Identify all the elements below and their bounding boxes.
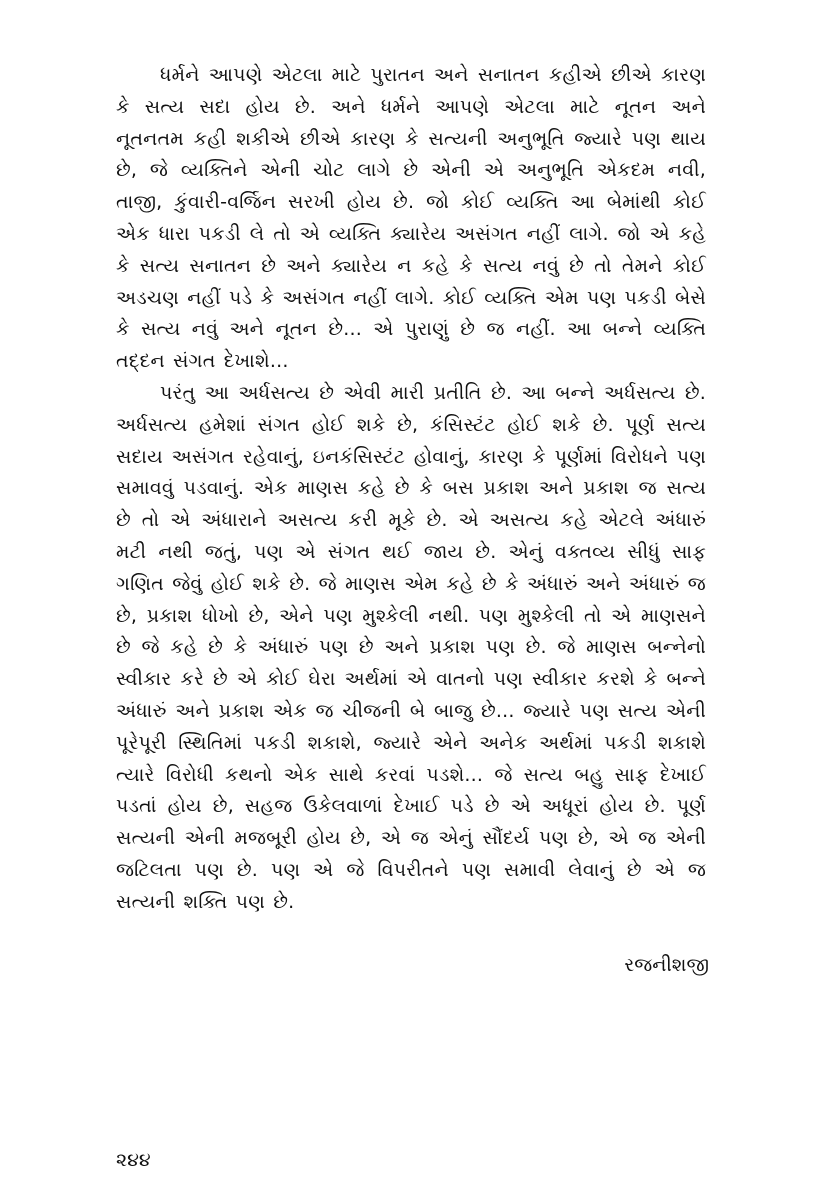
author-signature: રજનીશજી <box>624 954 709 976</box>
paragraph-2: પરંતુ આ અર્ધસત્ય છે એવી મારી પ્રતીતિ છે. આ બન્ને અર્ધસત્ય છે. અર્ધસત્ય હમેશાં સંગત હોઈ શકે છે, કંસિસ્ટંટ હોઈ શકે છે. પૂર્ણ સત્ય સદાય અસંગત રહેવાનું, ઇનકંસિસ્ટંટ હોવાનું, કારણ કે પૂર્ણમાં વિરોધને પણ સમાવવું પડવાનું. એક માણસ કહે છે કે બસ પ્રકાશ અને પ્રકાશ જ સત્ય છે તો એ અંધારાને અસત્ય કરી મૂકે છે. એ અસત્ય કહે એટલે અંધારું મટી નથી જતું, પણ એ સંગત થઈ જાય છે. એનું વક્તવ્ય સીધું સાફ ગણિત જેવું હોઈ શકે છે. જે માણસ એમ કહે છે કે અંધારું અને અંધારું જ છે, પ્રકાશ ધોખો છે, એને પણ મુશ્કેલી નથી. પણ મુશ્કેલી તો એ માણસને છે જે કહે છે કે અંધારું પણ છે અને પ્રકાશ પણ છે. જે માણસ બન્નેનો સ્વીકાર કરે છે એ કોઈ ઘેરા અર્થમાં એ વાતનો પણ સ્વીકાર કરશે કે બન્ને અંધારું અને પ્રકાશ એક જ ચીજની બે બાજુ છે... જ્યારે પણ સત્ય એની પૂરેપૂરી સ્થિતિમાં પકડી શકાશે, જ્યારે એને અનેક અર્થમાં પકડી શકાશે ત્યારે વિરોધી કથનો એક સાથે કરવાં પડશે... જે સત્ય બહુ સાફ દેખાઈ પડતાં હોય છે, સહજ ઉકેલવાળાં દેખાઈ પડે છે એ અધૂરાં હોય છે. પૂર્ણ સત્યની એની મજબૂરી હોય છે, એ જ એનું સૌંદર્ય પણ છે, એ જ એની જટિલતા પણ છે. પણ એ જે વિપરીતને પણ સમાવી લેવાનું છે એ જ સત્યની શક્તિ પણ છે. <box>116 381 706 913</box>
page-number: ૨૪૪ <box>116 1149 151 1171</box>
body-text <box>116 60 706 919</box>
paragraph-1: ધર્મને આપણે એટલા માટે પુરાતન અને સનાતન કહીએ છીએ કારણ કે સત્ય સદા હોય છે. અને ધર્મને આપણે એટલા માટે નૂતન અને નૂતનતમ કહી શકીએ છીએ કારણ કે સત્યની અનુભૂતિ જ્યારે પણ થાય છે, જે વ્યક્તિને એની ચોટ લાગે છે એની એ અનુભૂતિ એકદમ નવી, તાજી, કુંવારી-વર્જિન સરખી હોય છે. જો કોઈ વ્યક્તિ આ બેમાંથી કોઈ એક ધારા પકડી લે તો એ વ્યક્તિ ક્યારેય અસંગત નહીં લાગે. જો એ કહે કે સત્ય સનાતન છે અને ક્યારેય ન કહે કે સત્ય નવું છે તો તેમને કોઈ અડચણ નહીં પડે કે અસંગત નહીં લાગે. કોઈ વ્યક્તિ એમ પણ પકડી બેસે કે સત્ય નવું અને નૂતન છે... એ પુરાણું છે જ નહીં. આ બન્ને વ્યક્તિ તદ્દન સંગત દેખાશે... <box>116 64 706 373</box>
